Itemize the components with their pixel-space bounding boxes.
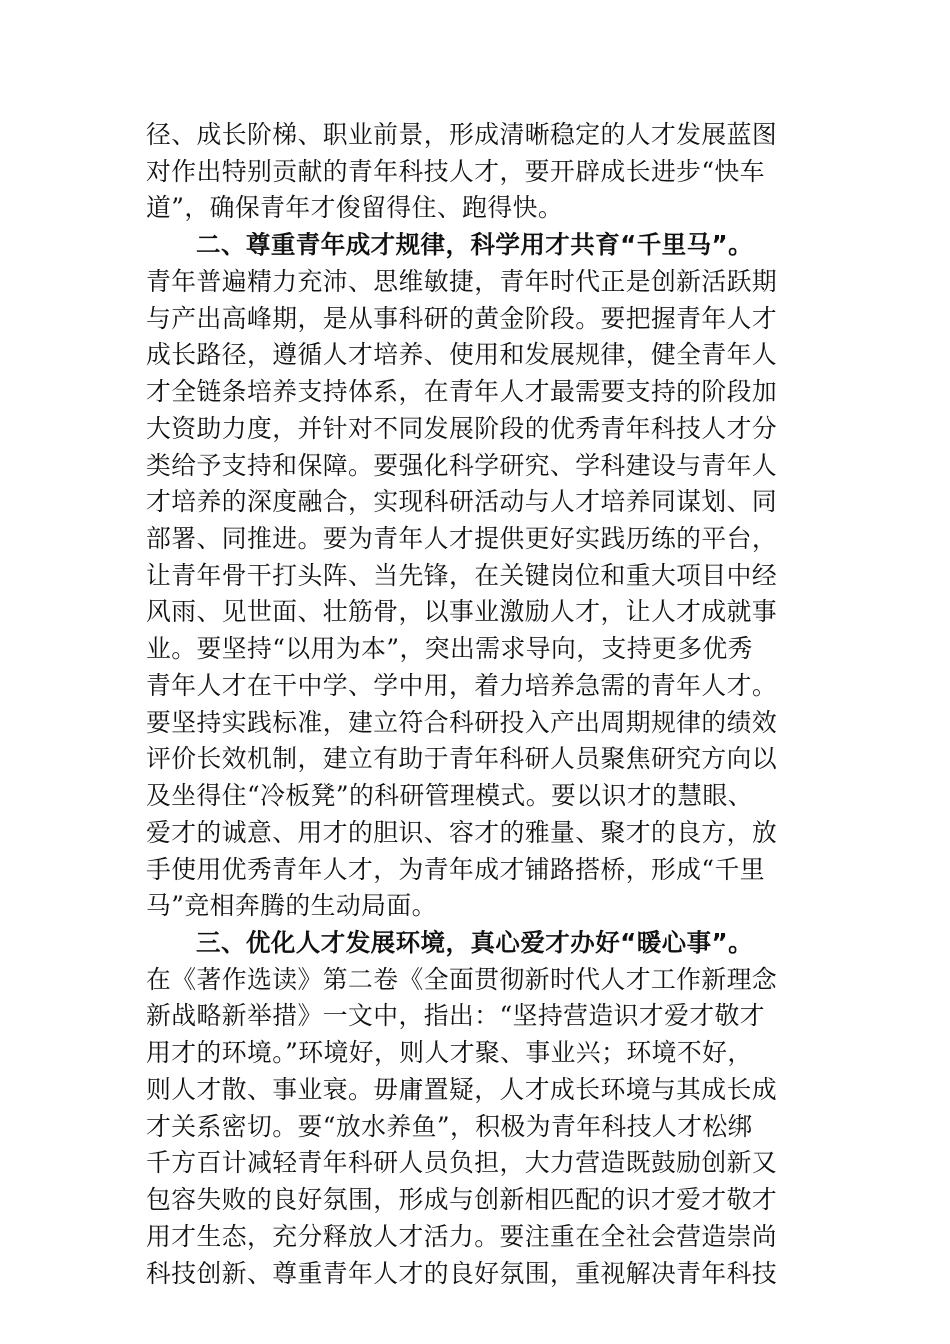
text-line: 在《著作选读》第二卷《全面贯彻新时代人才工作新理念 — [146, 965, 778, 994]
text-line: 马”竞相奔腾的生动局面。 — [146, 891, 437, 920]
text-line: 对作出特别贡献的青年科技人才，要开辟成长进步“快车 — [146, 157, 766, 186]
text-line: 才全链条培养支持体系，在青年人才最需要支持的阶段加 — [146, 377, 778, 406]
text-line: 手使用优秀青年人才，为青年成才铺路搭桥，形成“千里 — [146, 855, 766, 884]
text-line: 部署、同推进。要为青年人才提供更好实践历练的平台， — [146, 524, 778, 553]
text-line: 青年普遍精力充沛、思维敏捷，青年时代正是创新活跃期 — [146, 267, 778, 296]
text-line: 及坐得住“冷板凳”的科研管理模式。要以识才的慧眼、 — [146, 781, 753, 810]
section-heading-2: 二、尊重青年成才规律，科学用才共育“千里马”。 — [196, 230, 754, 259]
text-line: 则人才散、事业衰。毋庸置疑，人才成长环境与其成长成 — [146, 1075, 778, 1104]
text-line: 要坚持实践标准，建立符合科研投入产出周期规律的绩效 — [146, 708, 778, 737]
text-line: 千方百计减轻青年科研人员负担，大力营造既鼓励创新又 — [146, 1148, 778, 1177]
text-line: 包容失败的良好氛围，形成与创新相匹配的识才爱才敬才 — [146, 1185, 778, 1214]
text-line: 才培养的深度融合，实现科研活动与人才培养同谋划、同 — [146, 487, 778, 516]
text-line: 道”，确保青年才俊留得住、跑得快。 — [146, 193, 564, 222]
section-heading-3: 三、优化人才发展环境，真心爱才办好“暖心事”。 — [196, 928, 754, 957]
text-line: 类给予支持和保障。要强化科学研究、学科建设与青年人 — [146, 451, 778, 480]
text-line: 让青年骨干打头阵、当先锋，在关键岗位和重大项目中经 — [146, 561, 778, 590]
text-line: 用才生态，充分释放人才活力。要注重在全社会营造崇尚 — [146, 1222, 778, 1251]
text-line: 才关系密切。要“放水养鱼”，积极为青年科技人才松绑 — [146, 1112, 753, 1141]
text-line: 科技创新、尊重青年人才的良好氛围，重视解决青年科技 — [146, 1259, 778, 1288]
text-line: 业。要坚持“以用为本”，突出需求导向，支持更多优秀 — [146, 634, 753, 663]
text-line: 风雨、见世面、壮筋骨，以事业激励人才，让人才成就事 — [146, 597, 778, 626]
text-line: 与产出高峰期，是从事科研的黄金阶段。要把握青年人才 — [146, 304, 778, 333]
text-line: 爱才的诚意、用才的胆识、容才的雅量、聚才的良方，放 — [146, 818, 778, 847]
text-line: 成长路径，遵循人才培养、使用和发展规律，健全青年人 — [146, 340, 778, 369]
text-line: 大资助力度，并针对不同发展阶段的优秀青年科技人才分 — [146, 414, 778, 443]
text-line: 用才的环境。”环境好，则人才聚、事业兴；环境不好， — [146, 1038, 753, 1067]
text-line: 径、成长阶梯、职业前景，形成清晰稳定的人才发展蓝图 — [146, 120, 778, 149]
text-line: 评价长效机制，建立有助于青年科研人员聚焦研究方向以 — [146, 744, 778, 773]
text-line: 新战略新举措》一文中，指出：“坚持营造识才爱才敬才 — [146, 1001, 766, 1030]
text-line: 青年人才在干中学、学中用，着力培养急需的青年人才。 — [146, 671, 778, 700]
